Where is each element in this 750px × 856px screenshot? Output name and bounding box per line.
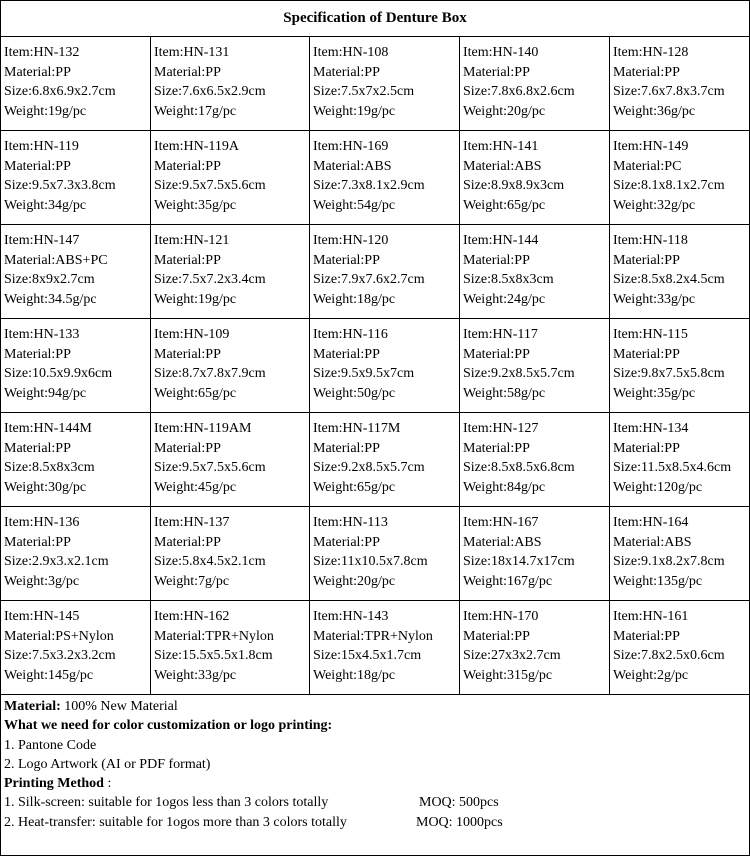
method-silk-screen: [4, 793, 749, 812]
product-size: Size:7.5x7.2x3.4cm: [154, 272, 266, 287]
product-cell: [610, 507, 750, 601]
product-size: Size:7.8x6.8x2.6cm: [463, 84, 575, 99]
product-cell: [610, 413, 750, 507]
product-item: Item:HN-120: [313, 233, 389, 248]
product-weight: Weight:34g/pc: [4, 197, 87, 213]
product-size: Size:8.5x8x3cm: [463, 272, 554, 287]
product-material: Material:PP: [154, 158, 221, 174]
product-size: Size:7.3x8.1x2.9cm: [313, 178, 425, 193]
method-silk-screen-moq: MOQ: 500pcs: [419, 795, 499, 811]
product-weight: Weight:58g/pc: [463, 385, 546, 401]
product-cell: [1, 601, 151, 695]
product-cell: [1, 319, 151, 413]
product-cell: [310, 507, 460, 601]
product-item: Item:HN-140: [463, 45, 539, 60]
product-weight: Weight:33g/pc: [613, 291, 696, 307]
page-title: Specification of Denture Box: [1, 1, 749, 37]
product-material: Material:PP: [313, 252, 380, 268]
product-material: Material:PP: [4, 158, 71, 174]
product-cell: [310, 131, 460, 225]
product-size: Size:9.2x8.5x5.7cm: [463, 366, 575, 381]
product-weight: Weight:35g/pc: [613, 385, 696, 401]
product-material: Material:ABS: [613, 534, 692, 550]
product-cell: [610, 225, 750, 319]
product-weight: Weight:32g/pc: [613, 197, 696, 213]
printing-method-label: Printing Method: [4, 776, 104, 792]
product-size: Size:9.8x7.5x5.8cm: [613, 366, 725, 381]
product-cell: [460, 131, 610, 225]
product-weight: Weight:94g/pc: [4, 385, 87, 401]
product-weight: Weight:167g/pc: [463, 573, 553, 589]
product-size: Size:8.5x8.2x4.5cm: [613, 272, 725, 287]
product-weight: Weight:65g/pc: [313, 479, 396, 495]
product-cell: [310, 319, 460, 413]
product-weight: Weight:135g/pc: [613, 573, 703, 589]
product-material: Material:PP: [154, 64, 221, 80]
printing-method-heading: [4, 774, 749, 793]
product-item: Item:HN-119: [4, 139, 79, 154]
product-material: Material:PP: [4, 534, 71, 550]
spec-table-body: [1, 37, 750, 695]
product-weight: Weight:34.5g/pc: [4, 291, 97, 307]
product-item: Item:HN-164: [613, 515, 689, 530]
product-size: Size:9.5x7.5x5.6cm: [154, 460, 266, 475]
product-material: Material:PP: [4, 346, 71, 362]
product-weight: Weight:30g/pc: [4, 479, 87, 495]
product-item: Item:HN-137: [154, 515, 230, 530]
product-material: Material:PP: [154, 346, 221, 362]
product-cell: [1, 413, 151, 507]
product-item: Item:HN-141: [463, 139, 539, 154]
product-cell: [460, 601, 610, 695]
product-weight: Weight:315g/pc: [463, 667, 553, 683]
product-cell: [310, 601, 460, 695]
notes-section: [1, 695, 749, 832]
product-weight: Weight:145g/pc: [4, 667, 94, 683]
product-item: Item:HN-116: [313, 327, 388, 342]
product-item: Item:HN-133: [4, 327, 80, 342]
product-cell: [1, 225, 151, 319]
product-size: Size:7.5x7x2.5cm: [313, 84, 415, 99]
product-size: Size:9.1x8.2x7.8cm: [613, 554, 725, 569]
product-cell: [310, 413, 460, 507]
product-weight: Weight:2g/pc: [613, 667, 689, 683]
product-weight: Weight:54g/pc: [313, 197, 396, 213]
product-size: Size:8.1x8.1x2.7cm: [613, 178, 725, 193]
method-heat-transfer-text: 2. Heat-transfer: suitable for 1ogos more than 3 colors totally: [4, 814, 347, 830]
table-row: [1, 37, 750, 131]
product-size: Size:15.5x5.5x1.8cm: [154, 648, 273, 663]
product-weight: Weight:18g/pc: [313, 667, 396, 683]
product-weight: Weight:65g/pc: [154, 385, 237, 401]
product-material: Material:PP: [613, 346, 680, 362]
product-material: Material:TPR+Nylon: [313, 628, 433, 644]
product-item: Item:HN-162: [154, 609, 230, 624]
product-size: Size:8x9x2.7cm: [4, 272, 95, 287]
product-material: Material:PP: [463, 440, 530, 456]
material-note-value: 100% New Material: [60, 699, 178, 714]
product-item: Item:HN-145: [4, 609, 80, 624]
product-weight: Weight:24g/pc: [463, 291, 546, 307]
product-weight: Weight:20g/pc: [463, 103, 546, 119]
product-item: Item:HN-119AM: [154, 421, 252, 436]
product-material: Material:PP: [463, 346, 530, 362]
product-material: Material:PP: [4, 64, 71, 80]
product-item: Item:HN-161: [613, 609, 689, 624]
product-item: Item:HN-143: [313, 609, 389, 624]
product-material: Material:PP: [4, 440, 71, 456]
product-material: Material:PP: [313, 346, 380, 362]
product-item: Item:HN-167: [463, 515, 539, 530]
method-heat-transfer-moq: MOQ: 1000pcs: [416, 814, 503, 830]
material-note-label: Material:: [4, 699, 61, 714]
product-weight: Weight:19g/pc: [313, 103, 396, 119]
product-weight: Weight:19g/pc: [154, 291, 237, 307]
product-item: Item:HN-113: [313, 515, 388, 530]
product-cell: [610, 319, 750, 413]
product-cell: [460, 413, 610, 507]
product-cell: [460, 225, 610, 319]
product-cell: [1, 131, 151, 225]
product-item: Item:HN-117: [463, 327, 538, 342]
product-item: Item:HN-136: [4, 515, 80, 530]
product-cell: [151, 413, 310, 507]
product-weight: Weight:36g/pc: [613, 103, 696, 119]
product-material: Material:PP: [613, 64, 680, 80]
product-item: Item:HN-115: [613, 327, 688, 342]
product-cell: [310, 225, 460, 319]
product-size: Size:6.8x6.9x2.7cm: [4, 84, 116, 99]
product-material: Material:PP: [154, 534, 221, 550]
product-size: Size:10.5x9.9x6cm: [4, 366, 113, 381]
product-material: Material:PC: [613, 158, 682, 174]
table-row: [1, 131, 750, 225]
product-item: Item:HN-149: [613, 139, 689, 154]
product-cell: [460, 319, 610, 413]
product-material: Material:PP: [154, 252, 221, 268]
product-size: Size:7.6x7.8x3.7cm: [613, 84, 725, 99]
product-item: Item:HN-170: [463, 609, 539, 624]
product-size: Size:7.5x3.2x3.2cm: [4, 648, 116, 663]
product-weight: Weight:84g/pc: [463, 479, 546, 495]
product-item: Item:HN-117M: [313, 421, 401, 436]
table-row: [1, 225, 750, 319]
product-weight: Weight:65g/pc: [463, 197, 546, 213]
product-material: Material:PP: [463, 64, 530, 80]
product-material: Material:PP: [613, 440, 680, 456]
product-item: Item:HN-131: [154, 45, 230, 60]
product-size: Size:18x14.7x17cm: [463, 554, 575, 569]
product-material: Material:PP: [313, 64, 380, 80]
product-cell: [151, 37, 310, 131]
product-weight: Weight:35g/pc: [154, 197, 237, 213]
product-size: Size:15x4.5x1.7cm: [313, 648, 422, 663]
product-size: Size:7.9x7.6x2.7cm: [313, 272, 425, 287]
product-cell: [151, 225, 310, 319]
table-row: [1, 413, 750, 507]
product-cell: [1, 507, 151, 601]
product-material: Material:PP: [313, 440, 380, 456]
product-size: Size:11x10.5x7.8cm: [313, 554, 428, 569]
product-item: Item:HN-169: [313, 139, 389, 154]
product-material: Material:PP: [613, 628, 680, 644]
product-size: Size:7.8x2.5x0.6cm: [613, 648, 725, 663]
product-weight: Weight:50g/pc: [313, 385, 396, 401]
product-item: Item:HN-119A: [154, 139, 240, 154]
product-weight: Weight:3g/pc: [4, 573, 80, 589]
need-artwork: 2. Logo Artwork (AI or PDF format): [4, 756, 211, 772]
table-row: [1, 601, 750, 695]
product-weight: Weight:33g/pc: [154, 667, 237, 683]
product-material: Material:ABS: [463, 534, 542, 550]
product-size: Size:9.2x8.5x5.7cm: [313, 460, 425, 475]
product-cell: [610, 37, 750, 131]
product-weight: Weight:7g/pc: [154, 573, 230, 589]
product-item: Item:HN-121: [154, 233, 230, 248]
material-note: [4, 697, 749, 716]
product-cell: [460, 507, 610, 601]
product-size: Size:8.9x8.9x3cm: [463, 178, 565, 193]
product-size: Size:8.7x7.8x7.9cm: [154, 366, 266, 381]
spec-table: [1, 37, 750, 695]
product-cell: [460, 37, 610, 131]
product-cell: [610, 601, 750, 695]
product-cell: [151, 601, 310, 695]
product-size: Size:9.5x9.5x7cm: [313, 366, 415, 381]
table-row: [1, 319, 750, 413]
method-silk-screen-text: 1. Silk-screen: suitable for 1ogos less than 3 colors totally: [4, 795, 329, 811]
product-weight: Weight:45g/pc: [154, 479, 237, 495]
need-pantone: 1. Pantone Code: [4, 737, 97, 753]
product-cell: [610, 131, 750, 225]
product-item: Item:HN-108: [313, 45, 389, 60]
product-item: Item:HN-144M: [4, 421, 92, 436]
product-item: Item:HN-132: [4, 45, 80, 60]
product-cell: [1, 37, 151, 131]
customization-heading: [4, 716, 749, 735]
product-size: Size:8.5x8.5x6.8cm: [463, 460, 575, 475]
product-cell: [151, 319, 310, 413]
product-item: Item:HN-127: [463, 421, 539, 436]
product-size: Size:2.9x3.x2.1cm: [4, 554, 109, 569]
product-item: Item:HN-144: [463, 233, 539, 248]
product-material: Material:TPR+Nylon: [154, 628, 274, 644]
product-size: Size:8.5x8x3cm: [4, 460, 95, 475]
product-item: Item:HN-109: [154, 327, 230, 342]
product-material: Material:PS+Nylon: [4, 628, 114, 644]
table-row: [1, 507, 750, 601]
product-size: Size:9.5x7.5x5.6cm: [154, 178, 266, 193]
product-item: Item:HN-118: [613, 233, 688, 248]
product-material: Material:PP: [463, 628, 530, 644]
product-item: Item:HN-147: [4, 233, 80, 248]
method-heat-transfer: [4, 813, 749, 832]
printing-method-colon: :: [103, 776, 112, 792]
product-item: Item:HN-134: [613, 421, 689, 436]
product-size: Size:9.5x7.3x3.8cm: [4, 178, 116, 193]
product-material: Material:PP: [154, 440, 221, 456]
product-material: Material:ABS+PC: [4, 252, 108, 268]
product-material: Material:PP: [463, 252, 530, 268]
product-size: Size:27x3x2.7cm: [463, 648, 561, 663]
product-material: Material:ABS: [313, 158, 392, 174]
product-weight: Weight:17g/pc: [154, 103, 237, 119]
product-weight: Weight:120g/pc: [613, 479, 703, 495]
product-material: Material:PP: [613, 252, 680, 268]
product-cell: [151, 131, 310, 225]
product-size: Size:11.5x8.5x4.6cm: [613, 460, 732, 475]
product-size: Size:7.6x6.5x2.9cm: [154, 84, 266, 99]
product-material: Material:ABS: [463, 158, 542, 174]
customization-heading-text: What we need for color customization or logo printing:: [4, 718, 333, 734]
product-size: Size:5.8x4.5x2.1cm: [154, 554, 266, 569]
product-weight: Weight:18g/pc: [313, 291, 396, 307]
product-cell: [310, 37, 460, 131]
product-item: Item:HN-128: [613, 45, 689, 60]
product-weight: Weight:19g/pc: [4, 103, 87, 119]
product-material: Material:PP: [313, 534, 380, 550]
product-cell: [151, 507, 310, 601]
product-weight: Weight:20g/pc: [313, 573, 396, 589]
